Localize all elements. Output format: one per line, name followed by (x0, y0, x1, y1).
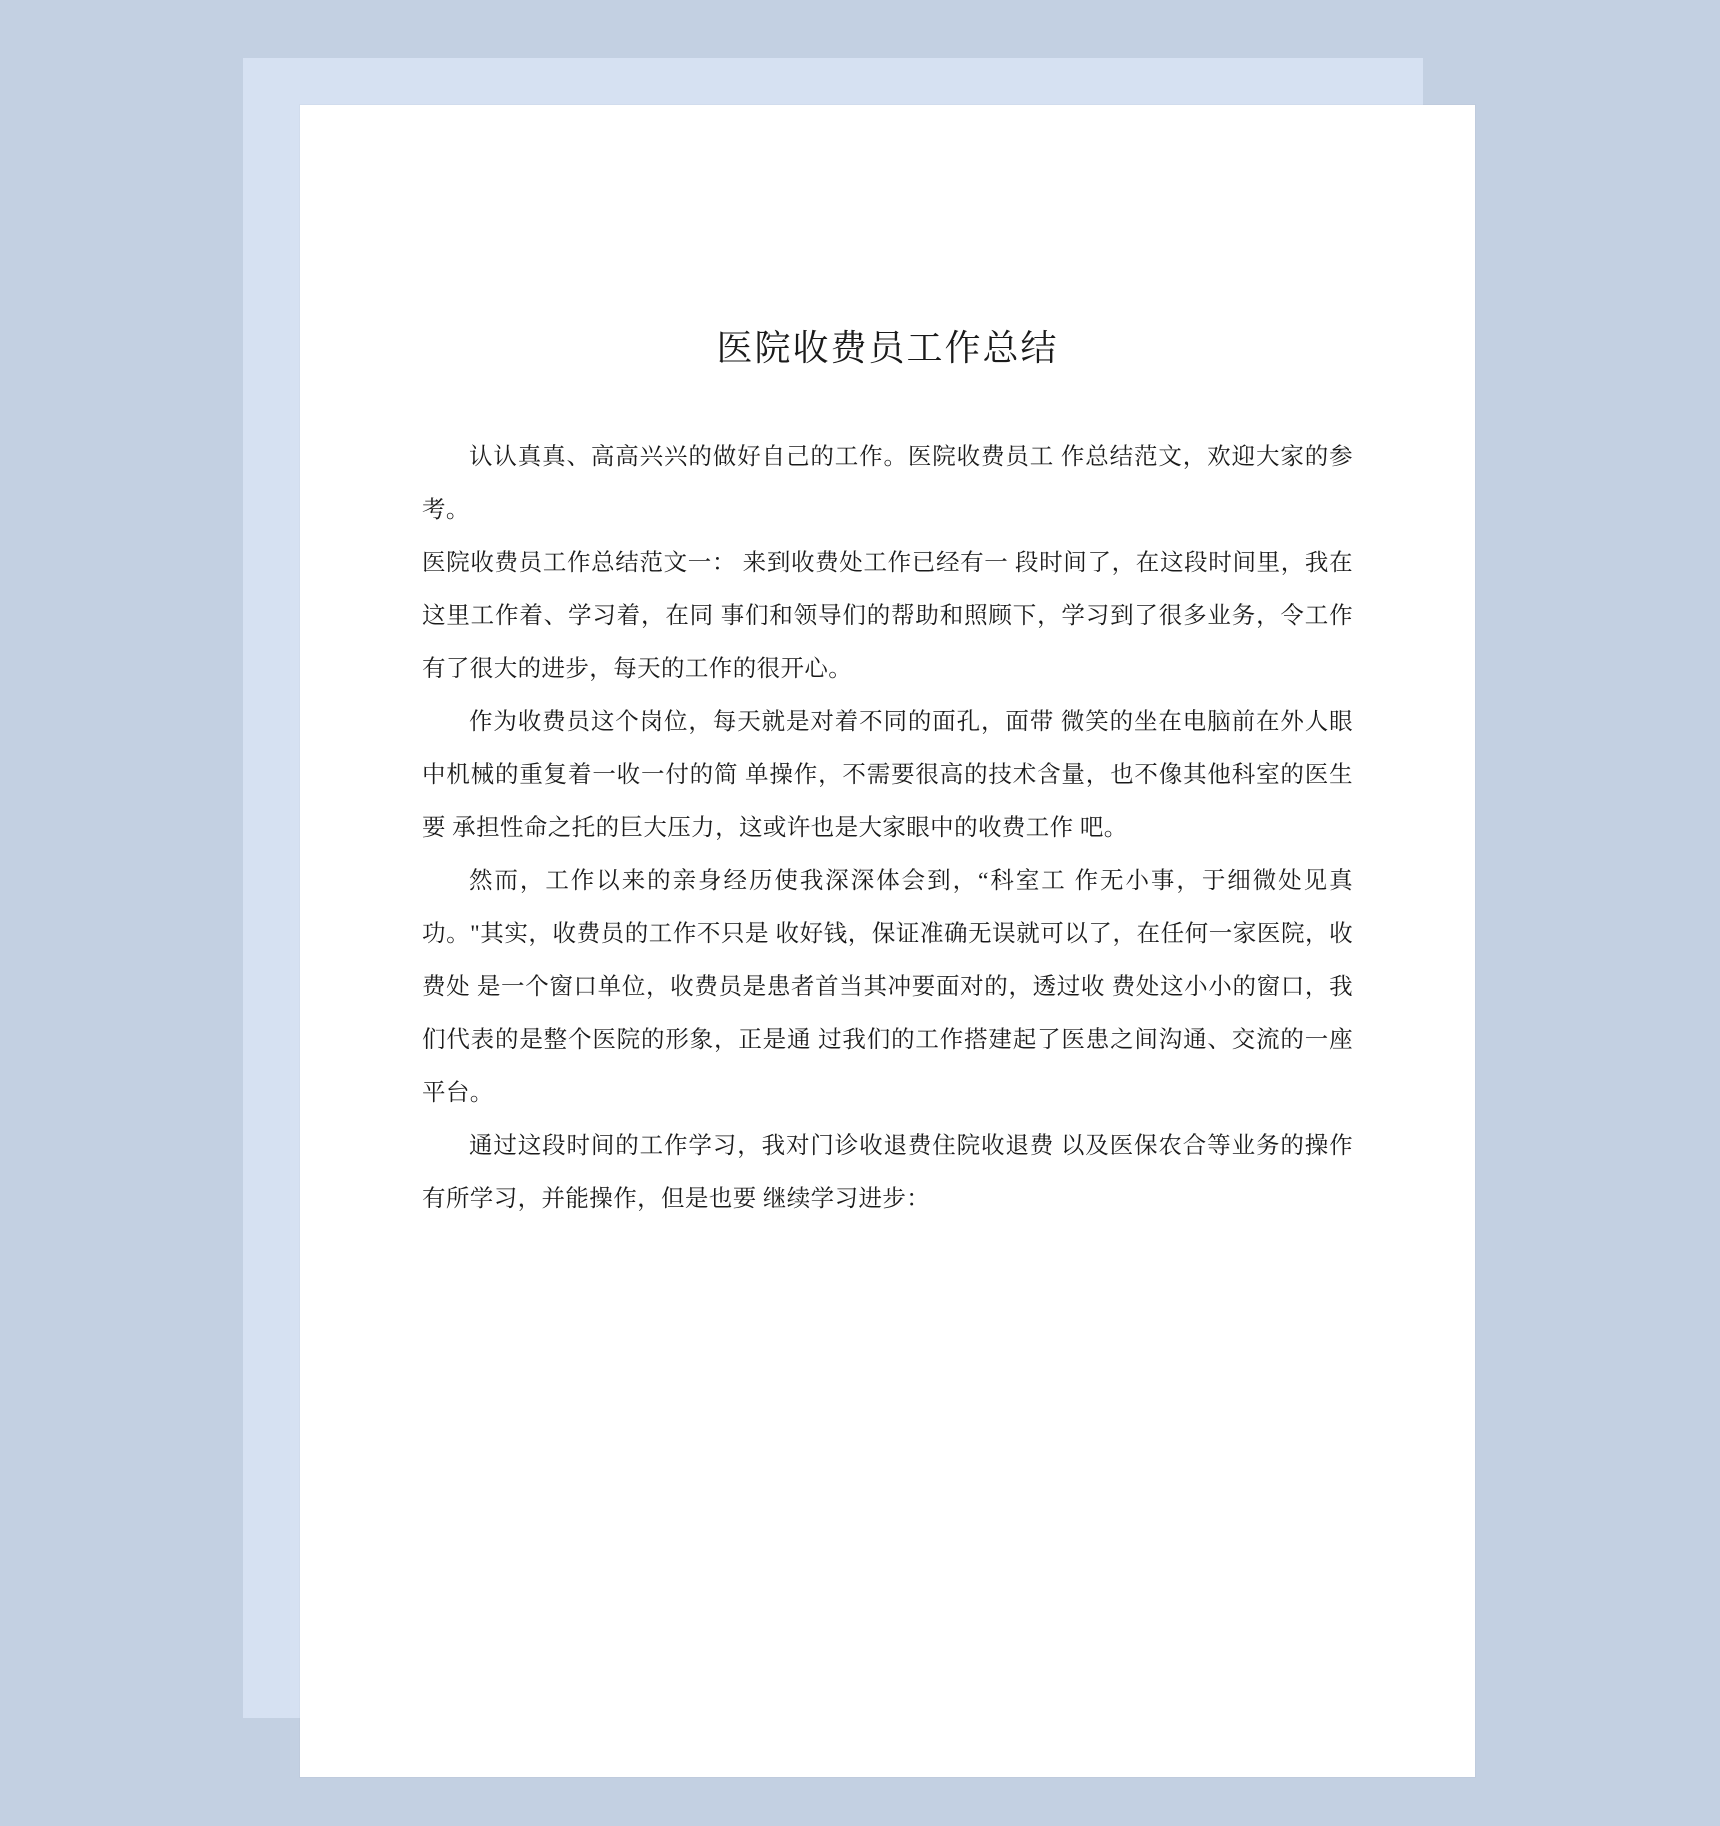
page-title: 医院收费员工作总结 (716, 328, 1059, 368)
document-page (300, 105, 1475, 1777)
page-content (300, 105, 1475, 1226)
paragraph-1: 认认真真、高高兴兴的做好自己的工作。医院收费员工 作总结范文，欢迎大家的参考。 (422, 444, 1353, 523)
paragraph-4: 然而，工作以来的亲身经历使我深深体会到，“科室工 作无小事，于细微处见真功。"其实，收费员的工作不只是 收好钱，保证准确无误就可以了，在任何一家医院，收费处 是一个窗口单位，收费员是患者首当其冲要面对的，透过收 费处这小小的窗口，我们代表的是整个医院的形象，正是通 过我们的工作搭建起了医患之间沟通、交流的一座平台。 (422, 868, 1353, 1106)
paragraph-2: 医院收费员工作总结范文一： 来到收费处工作已经有一 段时间了，在这段时间里，我在这里工作着、学习着，在同 事们和领导们的帮助和照顾下，学习到了很多业务，令工作 有了很大的进步，每天的工作的很开心。 (422, 550, 1353, 682)
paragraph-5: 通过这段时间的工作学习，我对门诊收退费住院收退费 以及医保农合等业务的操作有所学习，并能操作，但是也要 继续学习进步： (422, 1133, 1353, 1212)
paragraph-3: 作为收费员这个岗位，每天就是对着不同的面孔，面带 微笑的坐在电脑前在外人眼中机械的重复着一收一付的简 单操作，不需要很高的技术含量，也不像其他科室的医生要 承担性命之托的巨大压力，这或许也是大家眼中的收费工作 吧。 (422, 709, 1353, 841)
document-body (422, 431, 1353, 1226)
